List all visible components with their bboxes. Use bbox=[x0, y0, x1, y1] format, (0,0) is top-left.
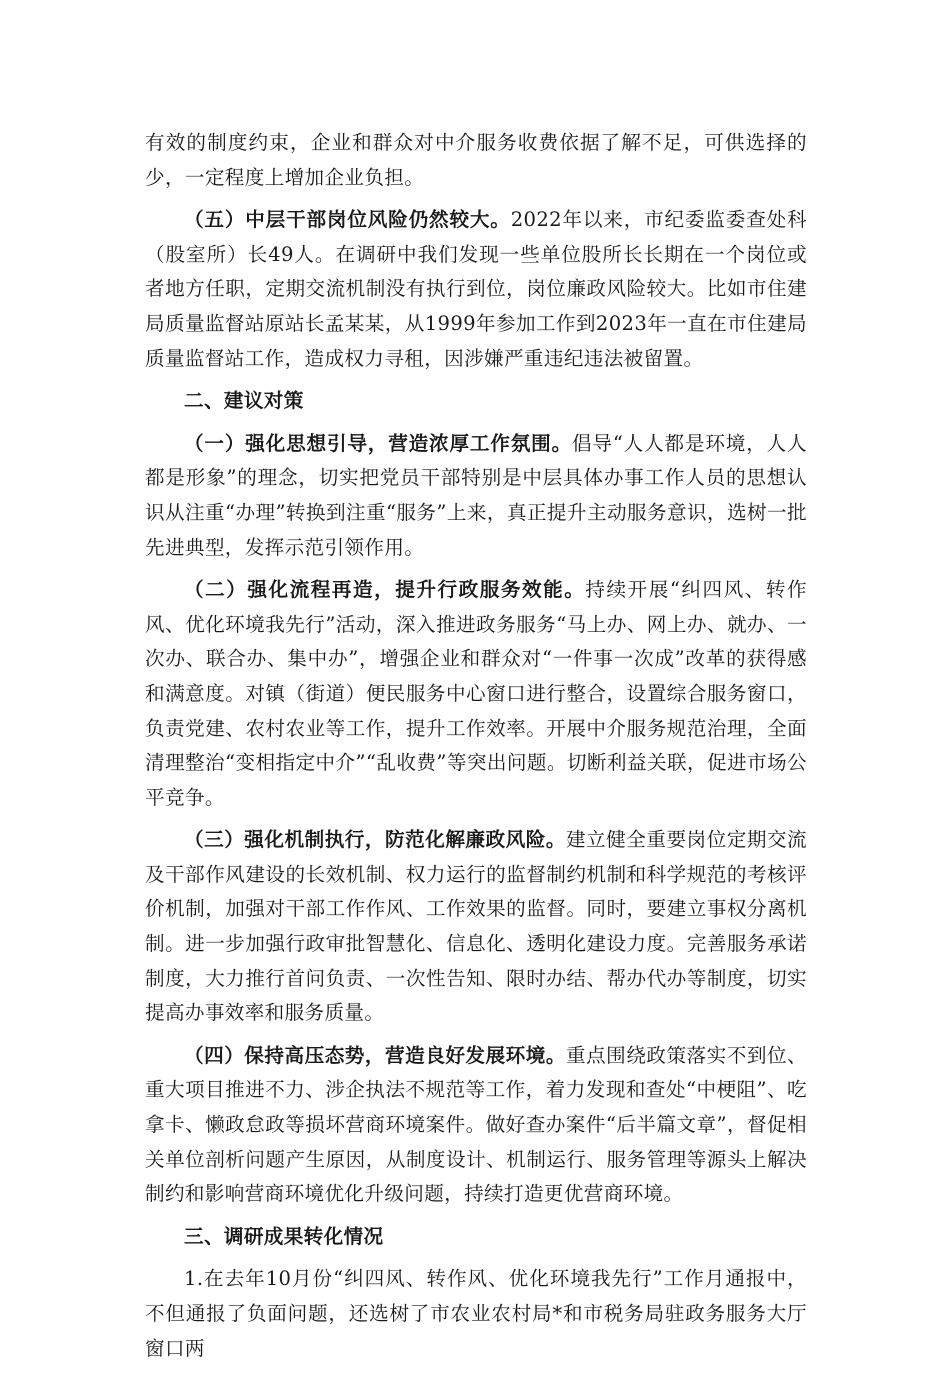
paragraph-lead: （五）中层干部岗位风险仍然较大。 bbox=[184, 208, 511, 232]
paragraph-suggestion-4 bbox=[145, 1039, 807, 1212]
paragraph-middle-cadre-risk bbox=[145, 203, 807, 376]
paragraph-continuation bbox=[145, 126, 807, 195]
paragraph-suggestion-2 bbox=[145, 573, 807, 815]
section-heading-results: 三、调研成果转化情况 bbox=[184, 1224, 384, 1248]
paragraph-text: 倡导“人人都是环境，人人都是形象”的理念，切实把党员干部特别是中层具体办事工作人员的思想认识从注重“办理”转换到注重“服务”上来，真正提升主动服务意识，选树一批先进典型，发挥示范引领作用。 bbox=[145, 431, 807, 559]
paragraph-lead: （四）保持高压态势，营造良好发展环境。 bbox=[184, 1043, 566, 1067]
paragraph-lead: （一）强化思想引导，营造浓厚工作氛围。 bbox=[184, 431, 572, 455]
section-heading-suggestions: 二、建议对策 bbox=[184, 389, 304, 413]
paragraph-text: 1.在去年10月份“纠四风、转作风、优化环境我先行”工作月通报中，不但通报了负面问题，还选树了市农业农村局*和市税务局驻政务服务大厅窗口两 bbox=[145, 1267, 807, 1360]
document-page bbox=[145, 126, 807, 1374]
paragraph-lead: （三）强化机制执行，防范化解廉政风险。 bbox=[184, 828, 566, 852]
paragraph-suggestion-1 bbox=[145, 427, 807, 565]
paragraph-text: 2022年以来，市纪委监委查处科（股室所）长49人。在调研中我们发现一些单位股所长长期在一个岗位或者地方任职，定期交流机制没有执行到位，岗位廉政风险较大。比如市住建局质量监督站原站长孟某某，从1999年参加工作到2023年一直在市住建局质量监督站工作，造成权力寻租，因涉嫌严重违纪违法被留置。 bbox=[145, 208, 807, 370]
paragraph-text: 有效的制度约束，企业和群众对中介服务收费依据了解不足，可供选择的少，一定程度上增加企业负担。 bbox=[145, 131, 807, 189]
paragraph-text: 重点围绕政策落实不到位、重大项目推进不力、涉企执法不规范等工作，着力发现和查处“中梗阻”、吃拿卡、懒政怠政等损坏营商环境案件。做好查办案件“后半篇文章”，督促相关单位剖析问题产生原因，从制度设计、机制运行、服务管理等源头上解决制约和影响营商环境优化升级问题，持续打造更优营商环境。 bbox=[145, 1043, 807, 1206]
paragraph-text: 持续开展“纠四风、转作风、优化环境我先行”活动，深入推进政务服务“马上办、网上办、就办、一次办、联合办、集中办”，增强企业和群众对“一件事一次成”改革的获得感和满意度。对镇（街道）便民服务中心窗口进行整合，设置综合服务窗口，负责党建、农村农业等工作，提升工作效率。开展中介服务规范治理，全面清理整治“变相指定中介”“乱收费”等突出问题。切断利益关联，促进市场公平竞争。 bbox=[145, 578, 807, 809]
paragraph-lead: （二）强化流程再造，提升行政服务效能。 bbox=[184, 578, 586, 602]
paragraph-suggestion-3 bbox=[145, 823, 807, 1031]
paragraph-text: 建立健全重要岗位定期交流及干部作风建设的长效机制、权力运行的监督制约机制和科学规范的考核评价机制，加强对干部工作作风、工作效果的监督。同时，要建立事权分离机制。进一步加强行政审批智慧化、信息化、透明化建设力度。完善服务承诺制度，大力推行首问负责、一次性告知、限时办结、帮办代办等制度，切实提高办事效率和服务质量。 bbox=[145, 828, 807, 1025]
paragraph-result-1 bbox=[145, 1262, 807, 1366]
